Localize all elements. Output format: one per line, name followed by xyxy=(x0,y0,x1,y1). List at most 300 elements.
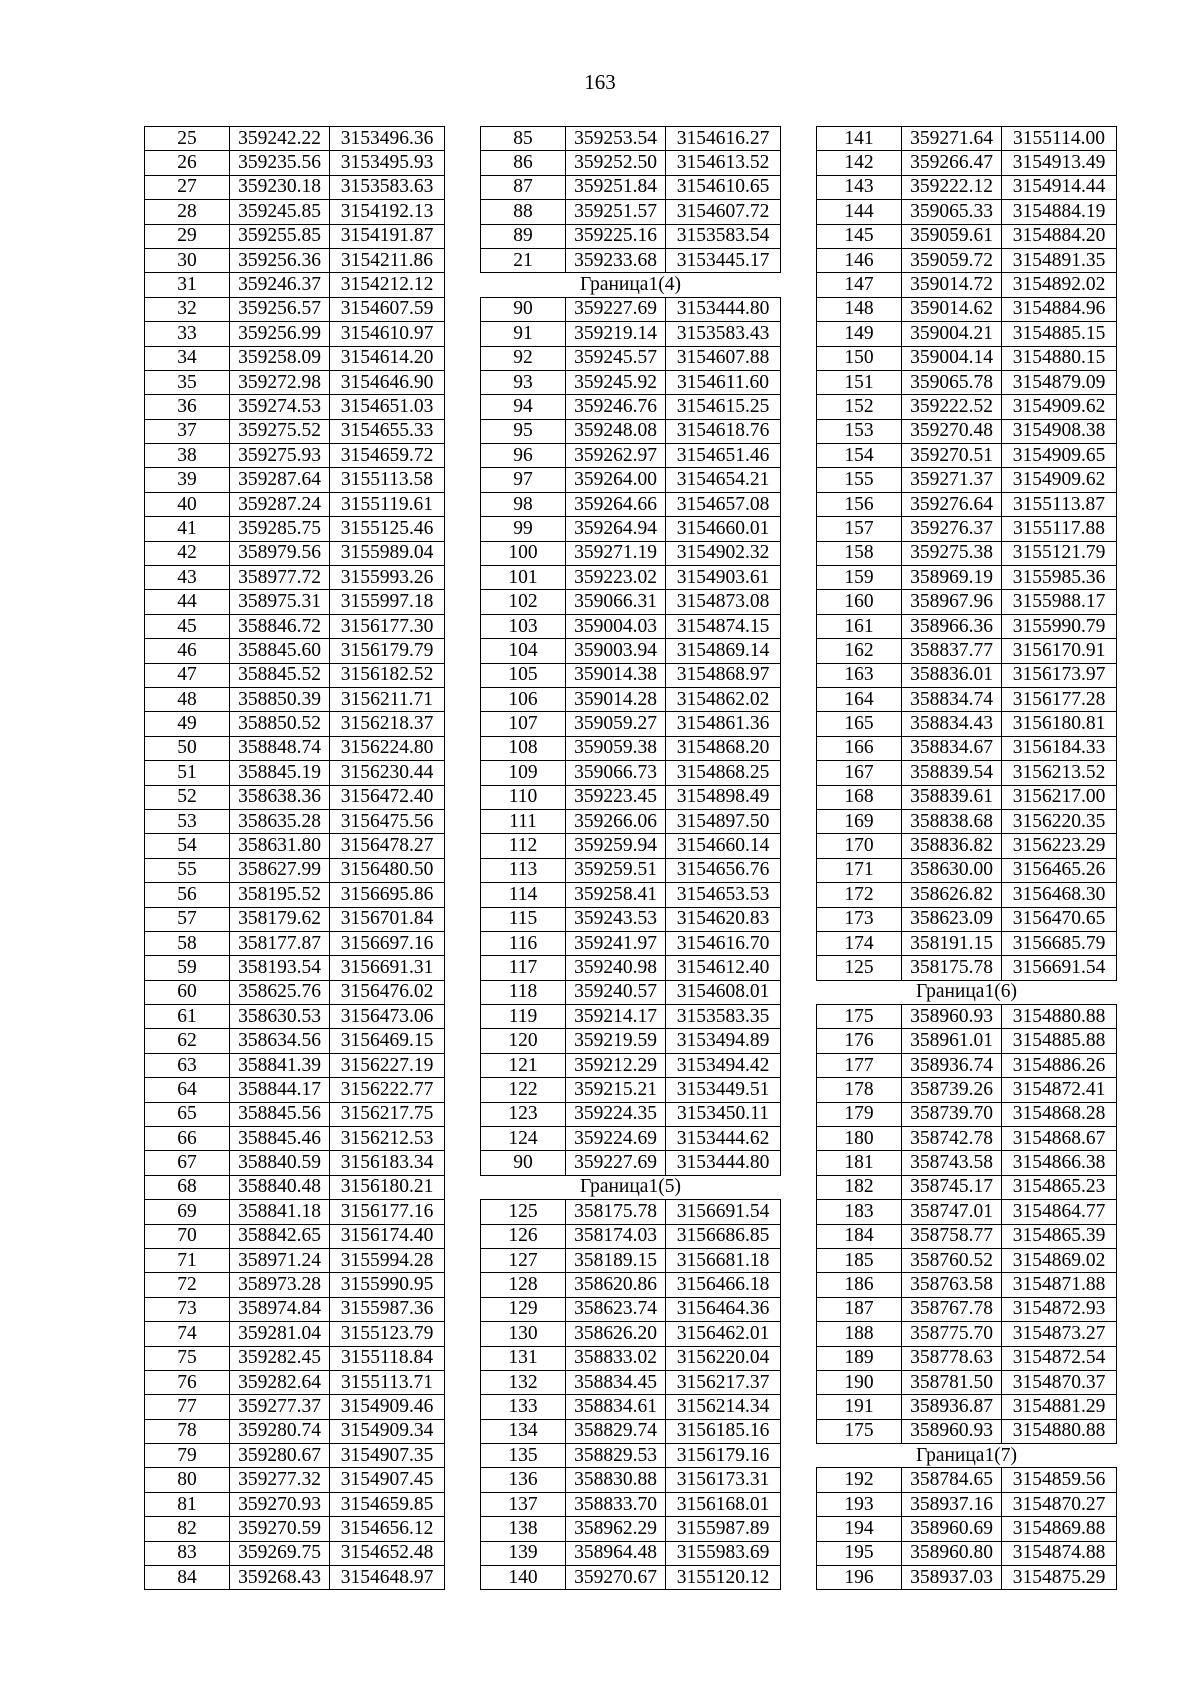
table-row xyxy=(481,712,781,736)
y-coordinate: 3154909.46 xyxy=(330,1395,445,1419)
x-coordinate: 359285.75 xyxy=(230,517,330,541)
table-row xyxy=(817,1273,1117,1297)
point-number: 83 xyxy=(145,1541,230,1565)
point-number: 54 xyxy=(145,834,230,858)
table-row xyxy=(145,1419,445,1443)
point-number: 152 xyxy=(817,395,902,419)
x-coordinate: 358179.62 xyxy=(230,907,330,931)
y-coordinate: 3154870.27 xyxy=(1002,1492,1117,1516)
table-row xyxy=(145,1029,445,1053)
table-row xyxy=(145,809,445,833)
point-number: 52 xyxy=(145,785,230,809)
point-number: 190 xyxy=(817,1370,902,1394)
point-number: 59 xyxy=(145,956,230,980)
x-coordinate: 359066.73 xyxy=(566,761,666,785)
y-coordinate: 3156473.06 xyxy=(330,1005,445,1029)
point-number: 178 xyxy=(817,1078,902,1102)
point-number: 42 xyxy=(145,541,230,565)
point-number: 76 xyxy=(145,1370,230,1394)
table-row xyxy=(817,1029,1117,1053)
table-row xyxy=(817,1566,1117,1590)
point-number: 79 xyxy=(145,1444,230,1468)
y-coordinate: 3154865.39 xyxy=(1002,1224,1117,1248)
table-row xyxy=(145,468,445,492)
table-row xyxy=(481,322,781,346)
y-coordinate: 3154891.35 xyxy=(1002,248,1117,272)
x-coordinate: 359222.12 xyxy=(902,175,1002,199)
table-row xyxy=(481,663,781,687)
table-row xyxy=(481,1468,781,1492)
table-row xyxy=(817,883,1117,907)
y-coordinate: 3155114.00 xyxy=(1002,127,1117,151)
y-coordinate: 3155983.69 xyxy=(666,1541,781,1565)
y-coordinate: 3156465.26 xyxy=(1002,858,1117,882)
x-coordinate: 359059.38 xyxy=(566,736,666,760)
x-coordinate: 359059.27 xyxy=(566,712,666,736)
x-coordinate: 359233.68 xyxy=(566,248,666,272)
point-number: 41 xyxy=(145,517,230,541)
table-row xyxy=(817,492,1117,516)
y-coordinate: 3154866.38 xyxy=(1002,1151,1117,1175)
x-coordinate: 359280.74 xyxy=(230,1419,330,1443)
x-coordinate: 359264.66 xyxy=(566,492,666,516)
table-row xyxy=(817,1102,1117,1126)
table-row xyxy=(817,1419,1117,1443)
table-row xyxy=(145,931,445,955)
table-row xyxy=(481,785,781,809)
y-coordinate: 3154902.32 xyxy=(666,541,781,565)
point-number: 65 xyxy=(145,1102,230,1126)
table-row xyxy=(817,175,1117,199)
point-number: 134 xyxy=(481,1419,566,1443)
x-coordinate: 359059.72 xyxy=(902,248,1002,272)
point-number: 61 xyxy=(145,1005,230,1029)
point-number: 153 xyxy=(817,419,902,443)
x-coordinate: 358189.15 xyxy=(566,1248,666,1272)
y-coordinate: 3156462.01 xyxy=(666,1322,781,1346)
point-number: 165 xyxy=(817,712,902,736)
y-coordinate: 3156475.56 xyxy=(330,809,445,833)
table-row xyxy=(145,322,445,346)
x-coordinate: 359269.75 xyxy=(230,1541,330,1565)
point-number: 136 xyxy=(481,1468,566,1492)
table-row xyxy=(481,248,781,272)
point-number: 159 xyxy=(817,566,902,590)
y-coordinate: 3154211.86 xyxy=(330,248,445,272)
x-coordinate: 359223.45 xyxy=(566,785,666,809)
table-row xyxy=(481,1297,781,1321)
x-coordinate: 358839.61 xyxy=(902,785,1002,809)
point-number: 80 xyxy=(145,1468,230,1492)
x-coordinate: 359262.97 xyxy=(566,444,666,468)
table-row xyxy=(481,127,781,151)
point-number: 163 xyxy=(817,663,902,687)
table-row xyxy=(145,736,445,760)
x-coordinate: 358781.50 xyxy=(902,1370,1002,1394)
point-number: 113 xyxy=(481,858,566,882)
y-coordinate: 3154646.90 xyxy=(330,370,445,394)
y-coordinate: 3156180.21 xyxy=(330,1175,445,1199)
y-coordinate: 3154864.77 xyxy=(1002,1200,1117,1224)
point-number: 35 xyxy=(145,370,230,394)
table-row xyxy=(817,1395,1117,1419)
point-number: 39 xyxy=(145,468,230,492)
point-number: 91 xyxy=(481,322,566,346)
boundary-header: Граница1(5) xyxy=(481,1175,781,1199)
table-row xyxy=(481,1419,781,1443)
x-coordinate: 359230.18 xyxy=(230,175,330,199)
table-row xyxy=(481,346,781,370)
y-coordinate: 3155987.36 xyxy=(330,1297,445,1321)
point-number: 34 xyxy=(145,346,230,370)
y-coordinate: 3155990.95 xyxy=(330,1273,445,1297)
table-row xyxy=(145,248,445,272)
point-number: 138 xyxy=(481,1517,566,1541)
point-number: 95 xyxy=(481,419,566,443)
x-coordinate: 359270.48 xyxy=(902,419,1002,443)
point-number: 128 xyxy=(481,1273,566,1297)
table-row xyxy=(145,1566,445,1590)
table-row xyxy=(145,224,445,248)
x-coordinate: 359270.93 xyxy=(230,1492,330,1516)
x-coordinate: 359219.14 xyxy=(566,322,666,346)
point-number: 37 xyxy=(145,419,230,443)
table-row xyxy=(481,1029,781,1053)
y-coordinate: 3153444.80 xyxy=(666,297,781,321)
x-coordinate: 359274.53 xyxy=(230,395,330,419)
point-number: 33 xyxy=(145,322,230,346)
point-number: 43 xyxy=(145,566,230,590)
point-number: 149 xyxy=(817,322,902,346)
y-coordinate: 3156174.40 xyxy=(330,1224,445,1248)
table-row xyxy=(481,1517,781,1541)
table-row xyxy=(817,809,1117,833)
x-coordinate: 359004.14 xyxy=(902,346,1002,370)
x-coordinate: 358979.56 xyxy=(230,541,330,565)
table-row xyxy=(145,370,445,394)
point-number: 157 xyxy=(817,517,902,541)
x-coordinate: 359282.64 xyxy=(230,1370,330,1394)
x-coordinate: 358635.28 xyxy=(230,809,330,833)
point-number: 81 xyxy=(145,1492,230,1516)
x-coordinate: 358193.54 xyxy=(230,956,330,980)
y-coordinate: 3154898.49 xyxy=(666,785,781,809)
y-coordinate: 3156211.71 xyxy=(330,687,445,711)
table-row xyxy=(817,1370,1117,1394)
point-number: 122 xyxy=(481,1078,566,1102)
point-number: 125 xyxy=(817,956,902,980)
y-coordinate: 3154884.19 xyxy=(1002,200,1117,224)
point-number: 118 xyxy=(481,980,566,1004)
point-number: 105 xyxy=(481,663,566,687)
x-coordinate: 358844.17 xyxy=(230,1078,330,1102)
y-coordinate: 3154868.28 xyxy=(1002,1102,1117,1126)
point-number: 124 xyxy=(481,1127,566,1151)
x-coordinate: 358836.01 xyxy=(902,663,1002,687)
x-coordinate: 359225.16 xyxy=(566,224,666,248)
y-coordinate: 3154862.02 xyxy=(666,687,781,711)
x-coordinate: 359264.94 xyxy=(566,517,666,541)
x-coordinate: 359271.64 xyxy=(902,127,1002,151)
x-coordinate: 358767.78 xyxy=(902,1297,1002,1321)
table-row xyxy=(481,1005,781,1029)
point-number: 25 xyxy=(145,127,230,151)
table-row xyxy=(817,1053,1117,1077)
y-coordinate: 3154880.15 xyxy=(1002,346,1117,370)
table-row xyxy=(145,639,445,663)
point-number: 161 xyxy=(817,614,902,638)
point-number: 101 xyxy=(481,566,566,590)
y-coordinate: 3154869.88 xyxy=(1002,1517,1117,1541)
x-coordinate: 359219.59 xyxy=(566,1029,666,1053)
y-coordinate: 3156220.35 xyxy=(1002,809,1117,833)
x-coordinate: 358845.56 xyxy=(230,1102,330,1126)
point-number: 90 xyxy=(481,297,566,321)
table-row xyxy=(817,1127,1117,1151)
x-coordinate: 358845.19 xyxy=(230,761,330,785)
y-coordinate: 3154656.76 xyxy=(666,858,781,882)
point-number: 127 xyxy=(481,1248,566,1272)
y-coordinate: 3154655.33 xyxy=(330,419,445,443)
x-coordinate: 359270.59 xyxy=(230,1517,330,1541)
point-number: 186 xyxy=(817,1273,902,1297)
x-coordinate: 358848.74 xyxy=(230,736,330,760)
x-coordinate: 359014.38 xyxy=(566,663,666,687)
point-number: 112 xyxy=(481,834,566,858)
y-coordinate: 3156177.30 xyxy=(330,614,445,638)
point-number: 125 xyxy=(481,1200,566,1224)
y-coordinate: 3155120.12 xyxy=(666,1566,781,1590)
point-number: 46 xyxy=(145,639,230,663)
x-coordinate: 358743.58 xyxy=(902,1151,1002,1175)
y-coordinate: 3154868.25 xyxy=(666,761,781,785)
x-coordinate: 359276.37 xyxy=(902,517,1002,541)
table-row xyxy=(481,224,781,248)
table-row xyxy=(817,1005,1117,1029)
y-coordinate: 3153583.54 xyxy=(666,224,781,248)
point-number: 111 xyxy=(481,809,566,833)
coordinate-table-2 xyxy=(480,126,781,1590)
table-row xyxy=(145,687,445,711)
table-row xyxy=(817,956,1117,980)
table-row xyxy=(145,297,445,321)
x-coordinate: 358747.01 xyxy=(902,1200,1002,1224)
point-number: 78 xyxy=(145,1419,230,1443)
y-coordinate: 3154610.97 xyxy=(330,322,445,346)
y-coordinate: 3154656.12 xyxy=(330,1517,445,1541)
x-coordinate: 358937.03 xyxy=(902,1566,1002,1590)
y-coordinate: 3154192.13 xyxy=(330,200,445,224)
point-number: 176 xyxy=(817,1029,902,1053)
point-number: 184 xyxy=(817,1224,902,1248)
x-coordinate: 359223.02 xyxy=(566,566,666,590)
x-coordinate: 358834.45 xyxy=(566,1370,666,1394)
y-coordinate: 3154613.52 xyxy=(666,151,781,175)
point-number: 141 xyxy=(817,127,902,151)
y-coordinate: 3154652.48 xyxy=(330,1541,445,1565)
point-number: 31 xyxy=(145,273,230,297)
point-number: 143 xyxy=(817,175,902,199)
y-coordinate: 3156180.81 xyxy=(1002,712,1117,736)
point-number: 75 xyxy=(145,1346,230,1370)
table-row xyxy=(817,1151,1117,1175)
x-coordinate: 358960.69 xyxy=(902,1517,1002,1541)
y-coordinate: 3154607.88 xyxy=(666,346,781,370)
table-row xyxy=(817,590,1117,614)
point-number: 90 xyxy=(481,1151,566,1175)
table-row xyxy=(145,785,445,809)
table-row xyxy=(817,907,1117,931)
point-number: 21 xyxy=(481,248,566,272)
point-number: 77 xyxy=(145,1395,230,1419)
y-coordinate: 3154191.87 xyxy=(330,224,445,248)
y-coordinate: 3153496.36 xyxy=(330,127,445,151)
table-row xyxy=(817,1078,1117,1102)
table-row xyxy=(481,761,781,785)
point-number: 131 xyxy=(481,1346,566,1370)
y-coordinate: 3155993.26 xyxy=(330,566,445,590)
point-number: 191 xyxy=(817,1395,902,1419)
table-row xyxy=(145,980,445,1004)
y-coordinate: 3155113.58 xyxy=(330,468,445,492)
y-coordinate: 3154618.76 xyxy=(666,419,781,443)
y-coordinate: 3156179.16 xyxy=(666,1444,781,1468)
x-coordinate: 358177.87 xyxy=(230,931,330,955)
y-coordinate: 3154875.29 xyxy=(1002,1566,1117,1590)
y-coordinate: 3154874.15 xyxy=(666,614,781,638)
y-coordinate: 3156183.34 xyxy=(330,1151,445,1175)
y-coordinate: 3154865.23 xyxy=(1002,1175,1117,1199)
y-coordinate: 3156224.80 xyxy=(330,736,445,760)
y-coordinate: 3154616.27 xyxy=(666,127,781,151)
y-coordinate: 3156695.86 xyxy=(330,883,445,907)
x-coordinate: 358830.88 xyxy=(566,1468,666,1492)
y-coordinate: 3154657.08 xyxy=(666,492,781,516)
x-coordinate: 358174.03 xyxy=(566,1224,666,1248)
table-row xyxy=(817,1468,1117,1492)
y-coordinate: 3153583.35 xyxy=(666,1005,781,1029)
x-coordinate: 359251.57 xyxy=(566,200,666,224)
boundary-header-row xyxy=(481,273,781,297)
point-number: 171 xyxy=(817,858,902,882)
point-number: 160 xyxy=(817,590,902,614)
x-coordinate: 358962.29 xyxy=(566,1517,666,1541)
x-coordinate: 358784.65 xyxy=(902,1468,1002,1492)
table-row xyxy=(145,1175,445,1199)
point-number: 106 xyxy=(481,687,566,711)
table-row xyxy=(817,1175,1117,1199)
y-coordinate: 3156173.31 xyxy=(666,1468,781,1492)
point-number: 104 xyxy=(481,639,566,663)
table-row xyxy=(481,1273,781,1297)
point-number: 44 xyxy=(145,590,230,614)
table-row xyxy=(145,1102,445,1126)
y-coordinate: 3155997.18 xyxy=(330,590,445,614)
point-number: 56 xyxy=(145,883,230,907)
y-coordinate: 3156217.37 xyxy=(666,1370,781,1394)
point-number: 48 xyxy=(145,687,230,711)
point-number: 126 xyxy=(481,1224,566,1248)
point-number: 145 xyxy=(817,224,902,248)
x-coordinate: 359251.84 xyxy=(566,175,666,199)
point-number: 87 xyxy=(481,175,566,199)
x-coordinate: 359059.61 xyxy=(902,224,1002,248)
point-number: 174 xyxy=(817,931,902,955)
y-coordinate: 3156476.02 xyxy=(330,980,445,1004)
table-row xyxy=(145,1444,445,1468)
x-coordinate: 358760.52 xyxy=(902,1248,1002,1272)
y-coordinate: 3154884.20 xyxy=(1002,224,1117,248)
point-number: 93 xyxy=(481,370,566,394)
point-number: 60 xyxy=(145,980,230,1004)
x-coordinate: 358841.18 xyxy=(230,1200,330,1224)
x-coordinate: 359014.72 xyxy=(902,273,1002,297)
y-coordinate: 3156213.52 xyxy=(1002,761,1117,785)
y-coordinate: 3154651.03 xyxy=(330,395,445,419)
x-coordinate: 359256.36 xyxy=(230,248,330,272)
y-coordinate: 3154607.59 xyxy=(330,297,445,321)
x-coordinate: 359287.64 xyxy=(230,468,330,492)
point-number: 132 xyxy=(481,1370,566,1394)
point-number: 57 xyxy=(145,907,230,931)
table-row xyxy=(817,1297,1117,1321)
y-coordinate: 3156469.15 xyxy=(330,1029,445,1053)
y-coordinate: 3154909.65 xyxy=(1002,444,1117,468)
point-number: 195 xyxy=(817,1541,902,1565)
point-number: 85 xyxy=(481,127,566,151)
x-coordinate: 358191.15 xyxy=(902,931,1002,955)
table-row xyxy=(145,1346,445,1370)
y-coordinate: 3154873.27 xyxy=(1002,1322,1117,1346)
point-number: 120 xyxy=(481,1029,566,1053)
x-coordinate: 358834.67 xyxy=(902,736,1002,760)
y-coordinate: 3156230.44 xyxy=(330,761,445,785)
point-number: 146 xyxy=(817,248,902,272)
table-row xyxy=(817,1346,1117,1370)
y-coordinate: 3156217.75 xyxy=(330,1102,445,1126)
point-number: 53 xyxy=(145,809,230,833)
y-coordinate: 3154907.35 xyxy=(330,1444,445,1468)
x-coordinate: 358763.58 xyxy=(902,1273,1002,1297)
point-number: 66 xyxy=(145,1127,230,1151)
y-coordinate: 3154870.37 xyxy=(1002,1370,1117,1394)
point-number: 144 xyxy=(817,200,902,224)
point-number: 181 xyxy=(817,1151,902,1175)
point-number: 28 xyxy=(145,200,230,224)
y-coordinate: 3155988.17 xyxy=(1002,590,1117,614)
table-row xyxy=(145,541,445,565)
x-coordinate: 358973.28 xyxy=(230,1273,330,1297)
x-coordinate: 359264.00 xyxy=(566,468,666,492)
table-row xyxy=(817,127,1117,151)
boundary-header: Граница1(6) xyxy=(817,980,1117,1004)
table-row xyxy=(145,1127,445,1151)
point-number: 74 xyxy=(145,1322,230,1346)
table-row xyxy=(817,663,1117,687)
table-row xyxy=(145,761,445,785)
x-coordinate: 359281.04 xyxy=(230,1322,330,1346)
point-number: 188 xyxy=(817,1322,902,1346)
table-row xyxy=(145,151,445,175)
x-coordinate: 359215.21 xyxy=(566,1078,666,1102)
table-row xyxy=(817,395,1117,419)
point-number: 51 xyxy=(145,761,230,785)
point-number: 175 xyxy=(817,1419,902,1443)
x-coordinate: 358829.74 xyxy=(566,1419,666,1443)
point-number: 62 xyxy=(145,1029,230,1053)
point-number: 119 xyxy=(481,1005,566,1029)
y-coordinate: 3156681.18 xyxy=(666,1248,781,1272)
